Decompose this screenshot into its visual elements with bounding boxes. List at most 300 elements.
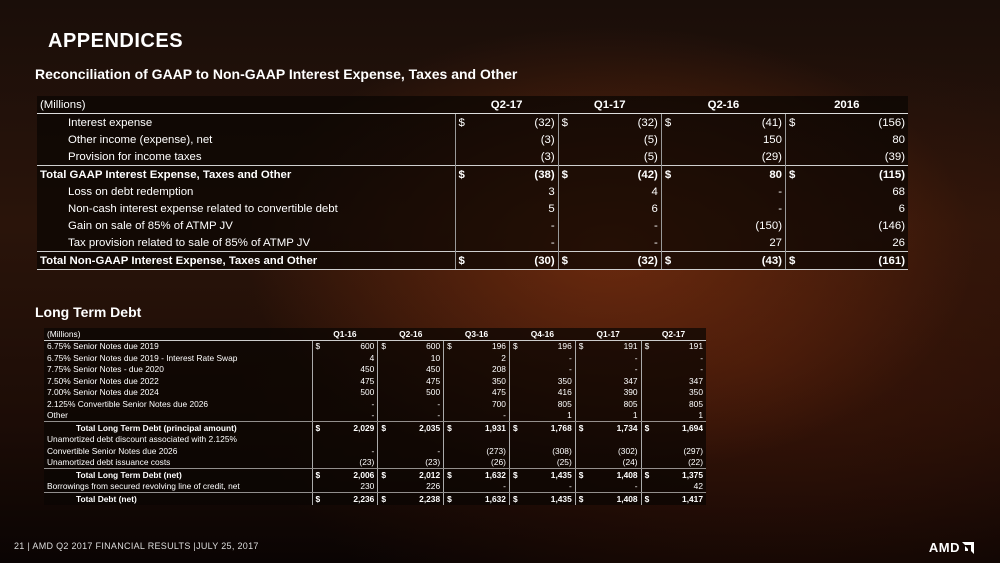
cell-value: 805	[689, 398, 703, 409]
currency-symbol	[312, 434, 327, 446]
currency-symbol	[455, 183, 470, 200]
currency-symbol	[785, 200, 800, 217]
table-header-row	[37, 96, 908, 114]
currency-symbol: $	[509, 469, 524, 481]
table-row	[44, 410, 706, 422]
currency-symbol	[785, 183, 800, 200]
currency-symbol	[378, 398, 393, 410]
cell-value: -	[550, 219, 555, 232]
cell-value: (23)	[392, 457, 443, 469]
cell-value: 450	[426, 364, 441, 375]
cell-value: 42	[656, 481, 706, 493]
table-row	[37, 200, 908, 217]
cell-value: 1,408	[590, 469, 641, 481]
currency-symbol	[785, 234, 800, 252]
cell-value: (41)	[761, 116, 782, 129]
cell-value: 2,238	[392, 493, 443, 505]
currency-symbol: $	[378, 422, 393, 434]
row-label: 6.75% Senior Notes due 2019	[47, 341, 159, 352]
currency-symbol: $	[444, 422, 459, 434]
cell-value: 191	[623, 341, 638, 352]
cell-value: 1,417	[656, 493, 706, 505]
cell-value: (23)	[327, 457, 378, 469]
currency-symbol: $	[558, 252, 573, 270]
currency-symbol	[378, 364, 393, 376]
row-label: 2.125% Convertible Senior Notes due 2026	[47, 398, 209, 409]
cell-value: 80	[676, 166, 786, 184]
cell-value: -	[590, 481, 641, 493]
cell-value: 2,236	[327, 493, 378, 505]
row-label: Non-cash interest expense related to convertible debt	[68, 202, 338, 215]
cell-value: (297)	[683, 445, 703, 456]
table-row	[44, 340, 706, 352]
currency-symbol: $	[641, 340, 656, 352]
cell-value: 1,375	[656, 469, 706, 481]
cell-value: -	[437, 445, 441, 456]
cell-value: 150	[762, 133, 782, 146]
footer	[14, 541, 259, 551]
cell-value: 2,029	[327, 422, 378, 434]
table-row	[37, 234, 908, 252]
column-header: Q2-16	[378, 328, 444, 340]
currency-symbol	[575, 445, 590, 457]
cell-value: (25)	[524, 457, 575, 469]
cell-value: -	[654, 236, 658, 249]
cell-value: 1,931	[458, 422, 509, 434]
row-label: Total Long Term Debt (net)	[44, 469, 312, 481]
column-header: Q1-17	[575, 328, 641, 340]
currency-symbol: $	[378, 469, 393, 481]
cell-value: (5)	[643, 150, 658, 163]
currency-symbol: $	[378, 340, 393, 352]
cell-value: (156)	[878, 116, 905, 129]
cell-value: -	[371, 445, 375, 456]
table-row	[44, 364, 706, 376]
cell-value: 1	[656, 410, 706, 422]
currency-symbol	[509, 352, 524, 364]
table-row	[44, 481, 706, 493]
cell-value: (161)	[800, 252, 908, 270]
cell-value: 1,408	[590, 493, 641, 505]
cell-value: -	[778, 185, 782, 198]
footer-text: AMD Q2 2017 FINANCIAL RESULTS |JULY 25, 2017	[32, 541, 259, 551]
currency-symbol	[312, 481, 327, 493]
cell-value: (3)	[540, 133, 555, 146]
currency-symbol: $	[785, 252, 800, 270]
currency-symbol: $	[785, 114, 800, 132]
currency-symbol	[641, 352, 656, 364]
cell-value: (32)	[573, 252, 662, 270]
cell-value: 1,632	[458, 493, 509, 505]
currency-symbol	[455, 148, 470, 166]
cell-value: (29)	[761, 150, 782, 163]
currency-symbol	[661, 217, 676, 234]
currency-symbol	[575, 398, 590, 410]
currency-symbol	[378, 387, 393, 399]
currency-symbol: $	[455, 166, 470, 184]
column-header: Q2-16	[661, 96, 785, 114]
cell-value: -	[568, 364, 572, 375]
currency-symbol	[444, 398, 459, 410]
cell-value: 1	[590, 410, 641, 422]
currency-symbol	[444, 387, 459, 399]
cell-value: (146)	[878, 219, 905, 232]
currency-symbol	[641, 481, 656, 493]
currency-symbol	[641, 387, 656, 399]
currency-symbol	[455, 234, 470, 252]
cell-value: 230	[327, 481, 378, 493]
row-label: 6.75% Senior Notes due 2019 - Interest Rate Swap	[47, 352, 238, 363]
table-row	[37, 183, 908, 200]
row-label: Unamortized debt discount associated with 2.125%	[47, 434, 237, 445]
currency-symbol: $	[641, 469, 656, 481]
cell-value: 416	[557, 387, 572, 398]
currency-symbol: $	[312, 422, 327, 434]
cell-value: 6	[898, 202, 905, 215]
cell-value: 3	[548, 185, 555, 198]
cell-value: 500	[426, 387, 441, 398]
cell-value: 1,734	[590, 422, 641, 434]
cell-value: 805	[623, 398, 638, 409]
currency-symbol	[444, 457, 459, 469]
currency-symbol	[378, 410, 393, 422]
row-label: Loss on debt redemption	[68, 185, 194, 198]
currency-symbol	[661, 148, 676, 166]
amd-arrow-icon	[962, 542, 974, 554]
currency-symbol	[785, 131, 800, 148]
currency-symbol	[378, 481, 393, 493]
currency-symbol	[444, 434, 459, 446]
currency-symbol	[444, 364, 459, 376]
cell-value: 4	[651, 185, 658, 198]
currency-symbol	[509, 398, 524, 410]
row-label: Total Long Term Debt (principal amount)	[44, 422, 312, 434]
row-label: Gain on sale of 85% of ATMP JV	[68, 219, 233, 232]
cell-value: (24)	[590, 457, 641, 469]
column-header: Q1-17	[558, 96, 661, 114]
currency-symbol	[641, 457, 656, 469]
cell-value: (26)	[458, 457, 509, 469]
row-label: Unamortized debt issuance costs	[44, 457, 312, 469]
currency-symbol	[575, 434, 590, 446]
cell-value: -	[700, 352, 703, 363]
cell-value: -	[700, 364, 703, 375]
cell-value: 1,435	[524, 493, 575, 505]
cell-value: 226	[392, 481, 443, 493]
currency-symbol: $	[661, 114, 676, 132]
currency-symbol	[509, 410, 524, 422]
table-header-row	[44, 328, 706, 340]
currency-symbol: $	[558, 114, 573, 132]
cell-value: -	[634, 364, 638, 375]
currency-symbol	[509, 387, 524, 399]
currency-symbol: $	[661, 252, 676, 270]
row-label: Convertible Senior Notes due 2026	[47, 445, 178, 456]
cell-value	[327, 434, 378, 446]
cell-value: 1,694	[656, 422, 706, 434]
cell-value: -	[371, 398, 375, 409]
row-label: Other	[44, 410, 312, 422]
cell-value: 475	[426, 375, 441, 386]
currency-symbol: $	[444, 340, 459, 352]
currency-symbol	[444, 481, 459, 493]
cell-value: (32)	[534, 116, 555, 129]
cell-value: 390	[623, 387, 638, 398]
table-row	[44, 398, 706, 410]
footer-divider: |	[27, 541, 33, 551]
cell-value: (39)	[884, 150, 905, 163]
section-title-reconciliation: Reconciliation of GAAP to Non-GAAP Interest Expense, Taxes and Other	[35, 66, 518, 82]
currency-symbol	[641, 398, 656, 410]
currency-symbol	[575, 352, 590, 364]
cell-value: 347	[689, 375, 703, 386]
cell-value: 27	[769, 236, 782, 249]
currency-symbol: $	[785, 166, 800, 184]
currency-symbol	[455, 131, 470, 148]
currency-symbol	[558, 217, 573, 234]
cell-value: -	[568, 352, 572, 363]
currency-symbol	[312, 387, 327, 399]
currency-symbol: $	[444, 493, 459, 505]
currency-symbol	[575, 387, 590, 399]
currency-symbol: $	[661, 166, 676, 184]
currency-symbol	[509, 445, 524, 457]
table-row	[44, 445, 706, 457]
currency-symbol: $	[575, 422, 590, 434]
row-label: Borrowings from secured revolving line of credit, net	[44, 481, 312, 493]
cell-value: 1,632	[458, 469, 509, 481]
row-label: Other income (expense), net	[68, 133, 213, 146]
currency-symbol	[444, 352, 459, 364]
cell-value: -	[634, 352, 638, 363]
cell-value: (302)	[618, 445, 638, 456]
currency-symbol	[312, 352, 327, 364]
cell-value: (308)	[552, 445, 572, 456]
cell-value: 1,768	[524, 422, 575, 434]
cell-value: (43)	[676, 252, 786, 270]
currency-symbol	[641, 445, 656, 457]
amd-logo	[929, 540, 974, 555]
currency-symbol	[785, 148, 800, 166]
cell-value: -	[654, 219, 658, 232]
currency-symbol: $	[444, 469, 459, 481]
cell-value: (38)	[470, 166, 559, 184]
cell-value: (3)	[540, 150, 555, 163]
cell-value: 450	[360, 364, 375, 375]
cell-value: 600	[426, 341, 441, 352]
currency-symbol	[378, 457, 393, 469]
cell-value: (115)	[800, 166, 908, 184]
cell-value: 1	[524, 410, 575, 422]
currency-symbol	[509, 481, 524, 493]
cell-value: 68	[892, 185, 905, 198]
currency-symbol	[312, 410, 327, 422]
currency-symbol: $	[312, 493, 327, 505]
cell-value	[590, 434, 641, 446]
currency-symbol	[661, 131, 676, 148]
currency-symbol	[444, 375, 459, 387]
cell-value: -	[437, 398, 441, 409]
currency-symbol	[661, 234, 676, 252]
row-label: Interest expense	[68, 116, 153, 129]
cell-value: 196	[557, 341, 572, 352]
currency-symbol	[312, 364, 327, 376]
currency-symbol	[378, 445, 393, 457]
currency-symbol	[575, 481, 590, 493]
currency-symbol: $	[558, 166, 573, 184]
currency-symbol	[378, 352, 393, 364]
cell-value: 600	[360, 341, 375, 352]
cell-value: (42)	[573, 166, 662, 184]
cell-value: 350	[689, 387, 703, 398]
table-row	[44, 493, 706, 505]
cell-value: (150)	[755, 219, 782, 232]
currency-symbol	[312, 375, 327, 387]
currency-symbol: $	[575, 340, 590, 352]
currency-symbol: $	[575, 493, 590, 505]
column-header: Q2-17	[641, 328, 706, 340]
currency-symbol	[661, 183, 676, 200]
cell-value: 1,435	[524, 469, 575, 481]
currency-symbol: $	[312, 469, 327, 481]
currency-symbol	[455, 217, 470, 234]
cell-value: 350	[491, 375, 506, 386]
units-label: (Millions)	[44, 328, 312, 340]
currency-symbol	[509, 457, 524, 469]
cell-value: 80	[892, 133, 905, 146]
currency-symbol	[312, 445, 327, 457]
row-label: Total GAAP Interest Expense, Taxes and Other	[37, 166, 455, 184]
cell-value: 475	[491, 387, 506, 398]
currency-symbol	[641, 364, 656, 376]
row-label: Total Debt (net)	[44, 493, 312, 505]
currency-symbol	[444, 410, 459, 422]
table-row	[44, 352, 706, 364]
section-title-long-term-debt: Long Term Debt	[35, 304, 142, 320]
column-header: Q3-16	[444, 328, 510, 340]
cell-value: 208	[491, 364, 506, 375]
cell-value: 196	[491, 341, 506, 352]
table-row	[44, 434, 706, 446]
cell-value: 500	[360, 387, 375, 398]
logo-text: AMD	[928, 540, 960, 555]
column-header: Q2-17	[455, 96, 558, 114]
table-row	[44, 387, 706, 399]
table-row	[37, 148, 908, 166]
currency-symbol	[575, 364, 590, 376]
currency-symbol	[558, 200, 573, 217]
currency-symbol	[641, 375, 656, 387]
reconciliation-table	[37, 96, 908, 270]
currency-symbol	[509, 434, 524, 446]
cell-value: (30)	[470, 252, 559, 270]
row-label: 7.00% Senior Notes due 2024	[47, 387, 159, 398]
currency-symbol	[575, 375, 590, 387]
cell-value	[524, 434, 575, 446]
page-title: APPENDICES	[48, 30, 184, 52]
cell-value: -	[327, 410, 378, 422]
currency-symbol: $	[378, 493, 393, 505]
currency-symbol	[444, 445, 459, 457]
cell-value: 10	[430, 352, 441, 363]
column-header: Q1-16	[312, 328, 378, 340]
currency-symbol: $	[641, 422, 656, 434]
table-row	[44, 375, 706, 387]
currency-symbol	[378, 375, 393, 387]
cell-value: (22)	[656, 457, 706, 469]
row-label: 7.50% Senior Notes due 2022	[47, 375, 159, 386]
currency-symbol	[509, 375, 524, 387]
table-row	[37, 252, 908, 270]
cell-value	[392, 434, 443, 446]
cell-value: 2,012	[392, 469, 443, 481]
currency-symbol	[558, 131, 573, 148]
currency-symbol	[312, 398, 327, 410]
currency-symbol	[558, 148, 573, 166]
table-row	[44, 457, 706, 469]
cell-value: 347	[623, 375, 638, 386]
row-label: Tax provision related to sale of 85% of ATMP JV	[68, 236, 311, 249]
currency-symbol: $	[509, 340, 524, 352]
cell-value: (273)	[486, 445, 506, 456]
table-row	[44, 469, 706, 481]
cell-value: -	[458, 481, 509, 493]
table-row	[37, 114, 908, 132]
currency-symbol: $	[575, 469, 590, 481]
currency-symbol: $	[312, 340, 327, 352]
currency-symbol	[575, 457, 590, 469]
page-number: 21	[14, 541, 25, 551]
column-header: Q4-16	[509, 328, 575, 340]
cell-value: 475	[360, 375, 375, 386]
cell-value	[656, 434, 706, 446]
row-label: Total Non-GAAP Interest Expense, Taxes and Other	[37, 252, 455, 270]
column-header: 2016	[785, 96, 908, 114]
currency-symbol	[558, 183, 573, 200]
cell-value: -	[524, 481, 575, 493]
cell-value: -	[778, 202, 782, 215]
currency-symbol	[641, 434, 656, 446]
cell-value: -	[550, 236, 555, 249]
currency-symbol	[661, 200, 676, 217]
units-label: (Millions)	[37, 96, 455, 114]
cell-value: 191	[689, 341, 703, 352]
currency-symbol	[455, 200, 470, 217]
cell-value: 6	[651, 202, 658, 215]
currency-symbol: $	[509, 493, 524, 505]
currency-symbol	[509, 364, 524, 376]
table-row	[37, 131, 908, 148]
table-row	[44, 422, 706, 434]
cell-value: (32)	[637, 116, 658, 129]
cell-value: 700	[491, 398, 506, 409]
cell-value: 2,035	[392, 422, 443, 434]
table-row	[37, 217, 908, 234]
currency-symbol	[378, 434, 393, 446]
currency-symbol	[558, 234, 573, 252]
cell-value: 805	[557, 398, 572, 409]
currency-symbol: $	[455, 252, 470, 270]
currency-symbol: $	[509, 422, 524, 434]
currency-symbol	[785, 217, 800, 234]
currency-symbol: $	[641, 493, 656, 505]
cell-value: 350	[557, 375, 572, 386]
cell-value: -	[458, 410, 509, 422]
row-label: Provision for income taxes	[68, 150, 202, 163]
cell-value: 2,006	[327, 469, 378, 481]
currency-symbol	[641, 410, 656, 422]
cell-value: 5	[548, 202, 555, 215]
